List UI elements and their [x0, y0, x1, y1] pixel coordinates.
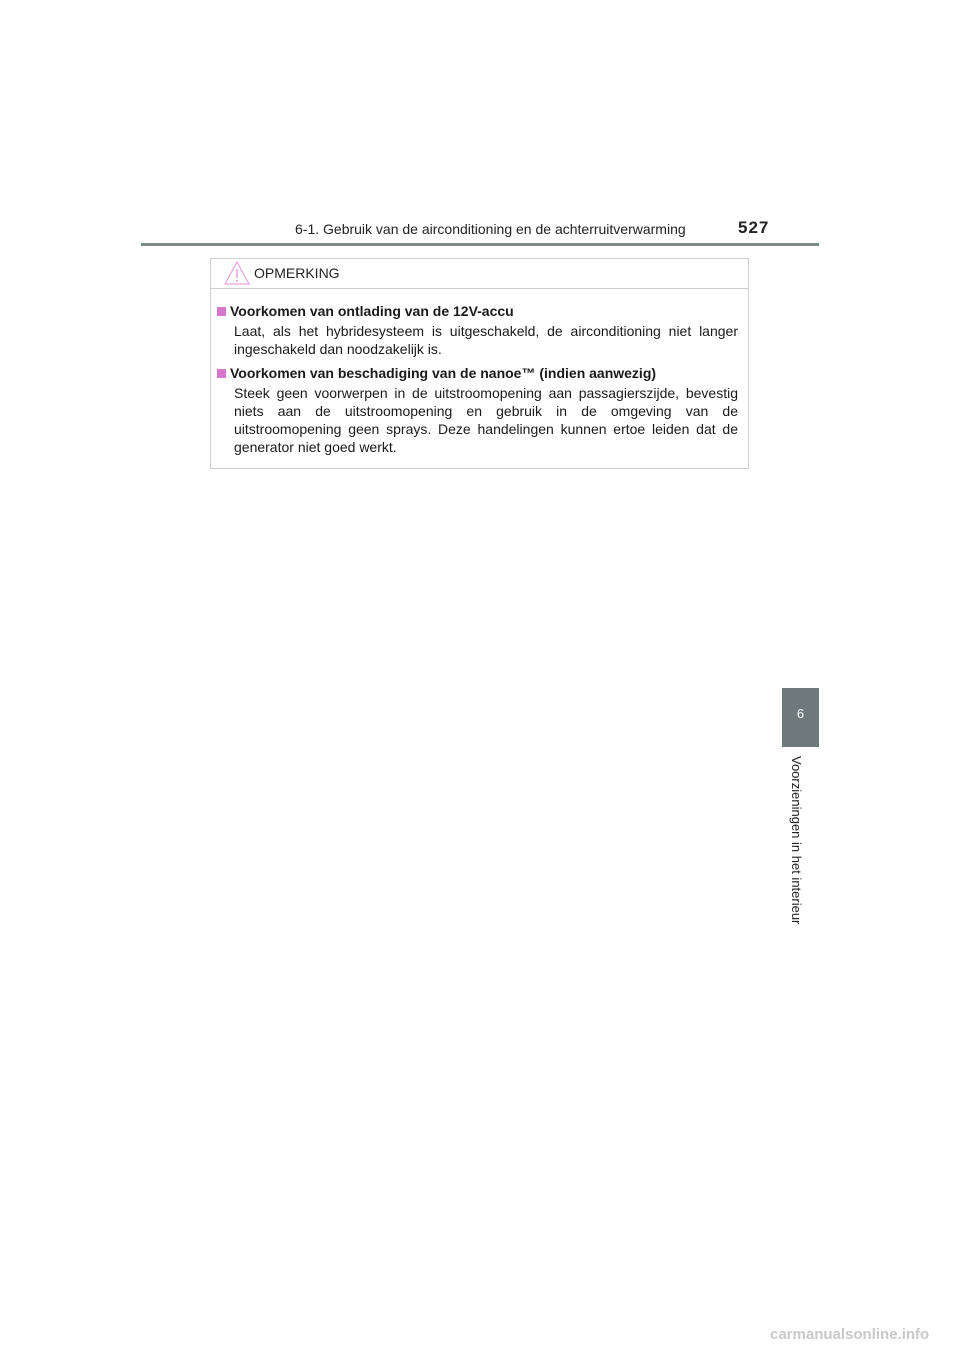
chapter-number: 6 [796, 706, 805, 721]
notice-body [211, 289, 748, 456]
page-number: 527 [738, 218, 770, 237]
section-title [216, 302, 738, 320]
warning-triangle-icon [224, 261, 250, 285]
section-text: Laat, als het hybridesysteem is uitgeschakeld, de airconditioning niet langer ingeschakeld dan noodzakelijk is. [234, 323, 738, 357]
section-title [216, 364, 738, 382]
section-text: Steek geen voorwerpen in de uitstroomopening aan passagierszijde, bevestig niets aan de uitstroomopening en gebruik in de omgeving van de uitstroomopening geen sprays. Deze handelingen kunnen ertoe leiden dat de generator niet goed werkt. [234, 385, 738, 455]
square-bullet-icon [217, 369, 226, 378]
header-rule [141, 243, 819, 246]
notice-section [216, 364, 738, 456]
section-title-text: Voorkomen van ontlading van de 12V-accu [230, 303, 514, 319]
section-title-text: Voorkomen van beschadiging van de nanoe™ (indien aanwezig) [230, 365, 657, 381]
notice-header [211, 259, 748, 289]
watermark: carmanualsonline.info [770, 1326, 930, 1343]
notice-box [210, 258, 749, 469]
header-section-title: 6-1. Gebruik van de airconditioning en de achterruitverwarming [295, 221, 686, 237]
chapter-tab [782, 688, 819, 747]
square-bullet-icon [217, 307, 226, 316]
chapter-title: Voorzieningen in het interieur [789, 756, 804, 925]
notice-heading: OPMERKING [254, 265, 340, 281]
notice-section [216, 302, 738, 358]
